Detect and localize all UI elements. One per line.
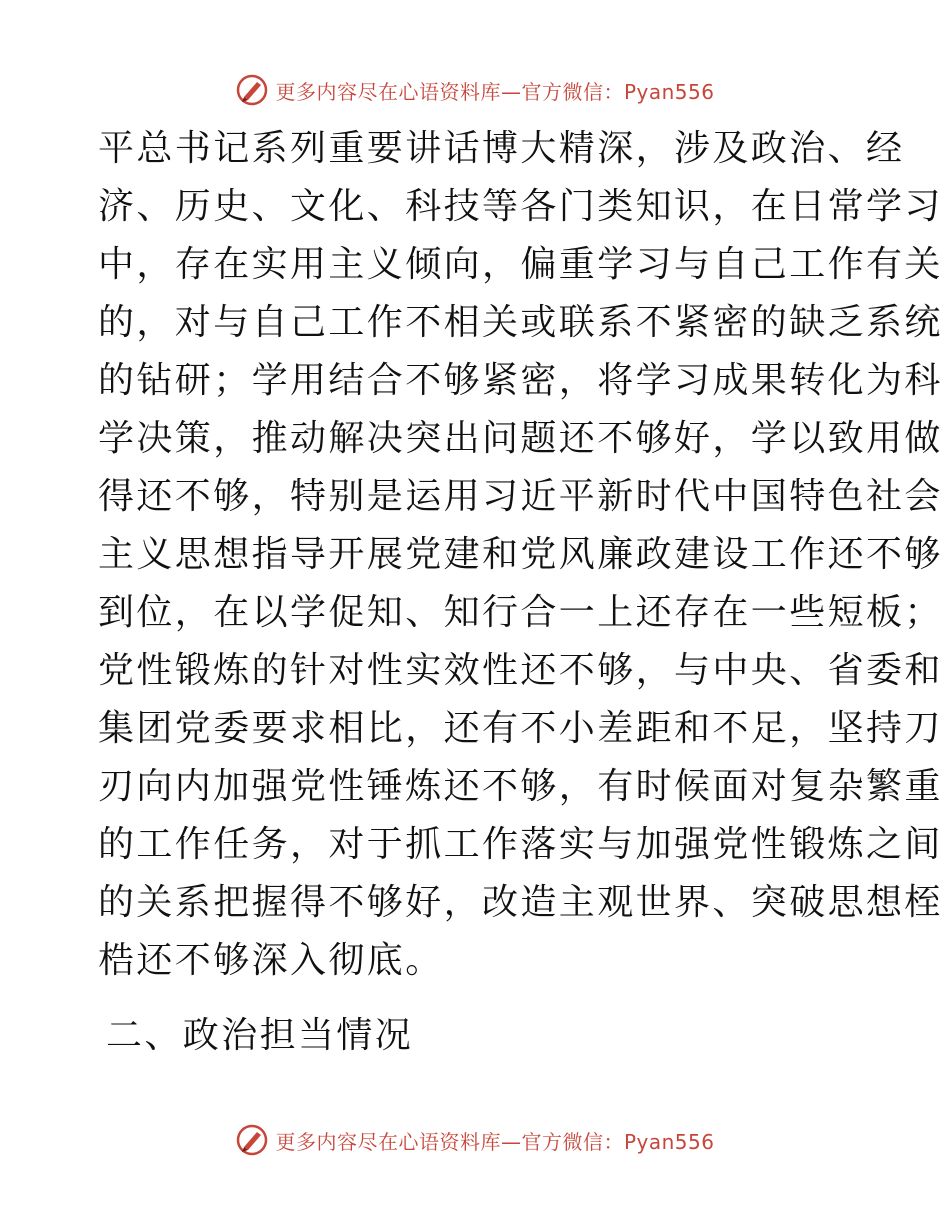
document-paragraph [98,120,943,990]
watermark-text: 更多内容尽在心语资料库—官方微信：Pyan556 [275,79,715,104]
watermark-text: 更多内容尽在心语资料库—官方微信：Pyan556 [275,1129,715,1154]
paragraph-line: 的关系把握得不够好，改造主观世界、突破思想桎 [98,882,943,923]
paragraph-line: 的工作任务，对于抓工作落实与加强党性锻炼之间 [98,824,943,865]
watermark-banner-bottom [0,1120,950,1160]
paragraph-line: 中，存在实用主义倾向，偏重学习与自己工作有关 [98,244,943,285]
paragraph-line: 到位，在以学促知、知行合一上还存在一些短板； [98,592,943,633]
paragraph-line: 集团党委要求相比，还有不小差距和不足，坚持刀 [98,708,943,749]
pen-logo-icon [235,73,269,107]
paragraph-line: 梏还不够深入彻底。 [98,940,444,981]
paragraph-line: 学决策，推动解决突出问题还不够好，学以致用做 [98,418,943,459]
paragraph-line: 主义思想指导开展党建和党风廉政建设工作还不够 [98,534,943,575]
paragraph-line: 的钻研；学用结合不够紧密，将学习成果转化为科 [98,360,943,401]
paragraph-line: 的，对与自己工作不相关或联系不紧密的缺乏系统 [98,302,943,343]
section-heading: 二、政治担当情况 [106,1015,414,1056]
paragraph-line: 党性锻炼的针对性实效性还不够，与中央、省委和 [98,650,943,691]
paragraph-line: 济、历史、文化、科技等各门类知识，在日常学习 [98,186,943,227]
paragraph-line: 平总书记系列重要讲话博大精深，涉及政治、经 [98,128,905,169]
paragraph-line: 得还不够，特别是运用习近平新时代中国特色社会 [98,476,943,517]
watermark-banner-top [0,70,950,110]
paragraph-line: 刃向内加强党性锤炼还不够，有时候面对复杂繁重 [98,766,943,807]
pen-logo-icon [235,1123,269,1157]
